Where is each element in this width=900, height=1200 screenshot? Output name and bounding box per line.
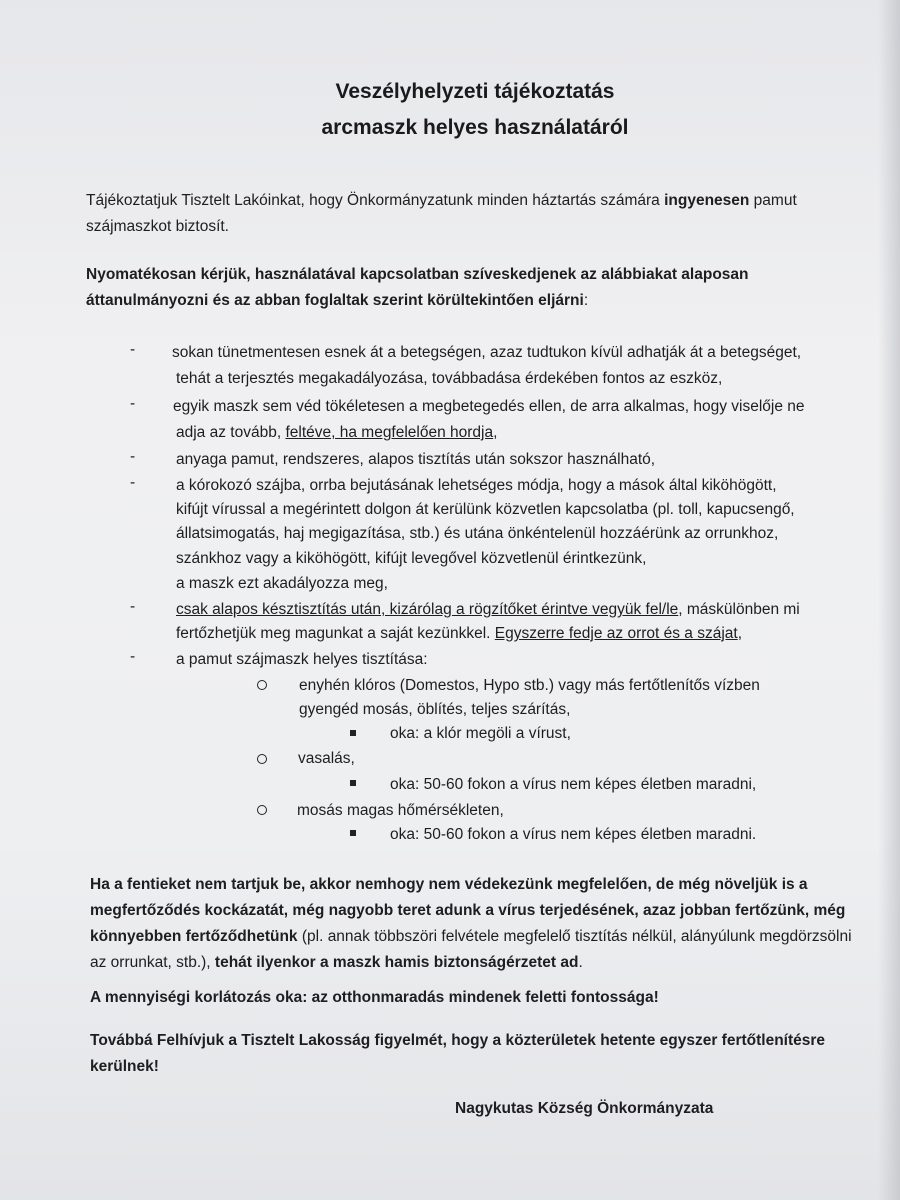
cleaning-2-line-1: vasalás, [298,750,355,767]
square-bullet-icon [350,780,356,786]
intro-paragraph [86,188,846,240]
cleaning-1-line-1: enyhén klóros (Domestos, Hypo stb.) vagy más fertőtlenítős vízben [299,677,760,694]
bullet-6-line-1: a pamut szájmaszk helyes tisztítása: [176,651,428,668]
request-text: Nyomatékosan kérjük, használatával kapcsolatban szíveskedjenek az alábbiakat alaposan áttanulmányozni és az abban foglaltak szerint körültekintően eljárni [86,266,749,309]
title-line-1: Veszélyhelyzeti tájékoztatás [335,80,615,103]
request-colon: : [583,292,589,309]
bullet-dash: - [130,598,136,615]
cleaning-2-reason: oka: 50-60 fokon a vírus nem képes életben maradni, [390,776,757,793]
warning-example-text: (pl. annak többszöri felvétele megfelelő tisztítás nélkül, alányúlunk megdörzsölni az orrunkat, stb.), [90,928,852,971]
bullet-4-line-4: szánkhoz vagy a kiköhögött, kifújt levegővel közvetlenül érintkezünk, [176,550,647,567]
bullet-5-text: , máskülönben mi [678,601,800,618]
limit-paragraph: A mennyiségi korlátozás oka: az otthonmaradás mindenek feletti fontossága! [90,989,659,1006]
bullet-2-line-1: egyik maszk sem véd tökéletesen a megbetegedés ellen, de arra alkalmas, hogy viselője ne [173,398,805,415]
bullet-5-underlined: csak alapos késztisztítás után, kizárólag a rögzítőket érintve vegyük fel/le [176,601,679,618]
bullet-dash: - [130,395,136,412]
signature: Nagykutas Község Önkormányzata [455,1100,714,1117]
cleaning-1-line-2: gyengéd mosás, öblítés, teljes szárítás, [299,701,571,718]
bullet-3-line-1: anyaga pamut, rendszeres, alapos tisztítás után sokszor használható, [176,451,656,468]
intro-text-end: pamut szájmaszkot biztosít. [86,192,797,235]
title-line-2: arcmaszk helyes használatáról [321,116,629,139]
circle-bullet-icon [257,754,267,764]
bullet-1-line-2: tehát a terjesztés megakadályozása, továbbadása érdekében fontos az eszköz, [176,370,723,387]
bullet-4-line-3: állatsimogatás, haj megigazítása, stb.) és utána önkéntelenül hozzáérünk az orrunkhoz, [176,525,779,542]
warning-paragraph [90,872,860,976]
bullet-dash: - [130,448,136,465]
bullet-1-line-1: sokan tünetmentesen esnek át a betegségen, azaz tudtukon kívül adhatják át a betegséget, [172,344,802,361]
square-bullet-icon [350,830,356,836]
bullet-2-underlined: feltéve, ha megfelelően hordja [285,424,494,441]
paper-edge-shadow [878,0,900,1200]
warning-conclusion: tehát ilyenkor a maszk hamis biztonságérzetet ad [214,954,579,971]
circle-bullet-icon [257,680,267,690]
bullet-4-line-2: kifújt vírussal a megérintett dolgon át kerülünk közvetlen kapcsolatba (pl. toll, kapucsengő, [176,501,795,518]
square-bullet-icon [350,730,356,736]
bullet-dash: - [130,341,136,358]
bullet-5-text-2: fertőzhetjük meg magunkat a saját kezünkkel. [176,625,495,642]
bullet-2-line-2 [176,421,497,445]
bullet-dash: - [130,474,136,491]
bullet-5-line-2 [176,622,742,646]
bullet-4-line-1: a kórokozó szájba, orrba bejutásának lehetséges módja, hogy a mások által kiköhögött, [176,477,777,494]
call-paragraph: Továbbá Felhívjuk a Tisztelt Lakosság figyelmét, hogy a közterületek hetente egyszer fertőtlenítésre kerülnek! [90,1032,826,1075]
bullet-2-text: adja az tovább, [176,424,286,441]
warning-end: . [578,954,583,971]
bullet-5-underlined-2: Egyszerre fedje az orrot és a szájat [494,625,738,642]
circle-bullet-icon [257,805,267,815]
warning-bold-text: Ha a fentieket nem tartjuk be, akkor nemhogy nem védekezünk megfelelően, de még növeljük is a megfertőződés kockázatát, még nagyobb teret adunk a vírus terjedésének, azaz jobban fertőzünk, még könnyebben fertőződhetünk [90,876,846,945]
request-paragraph [86,262,846,314]
bullet-4-line-5: a maszk ezt akadályozza meg, [176,575,388,592]
bullet-5-line-1 [176,598,800,622]
intro-free-word: ingyenesen [664,192,750,209]
cleaning-3-line-1: mosás magas hőmérsékleten, [297,802,504,819]
intro-text: Tájékoztatjuk Tisztelt Lakóinkat, hogy Önkormányzatunk minden háztartás számára [86,192,665,209]
cleaning-1-reason: oka: a klór megöli a vírust, [390,725,571,742]
cleaning-3-reason: oka: 50-60 fokon a vírus nem képes életben maradni. [390,826,757,843]
bullet-2-end: , [493,424,498,441]
bullet-5-end: , [737,625,743,642]
bullet-dash: - [130,648,136,665]
